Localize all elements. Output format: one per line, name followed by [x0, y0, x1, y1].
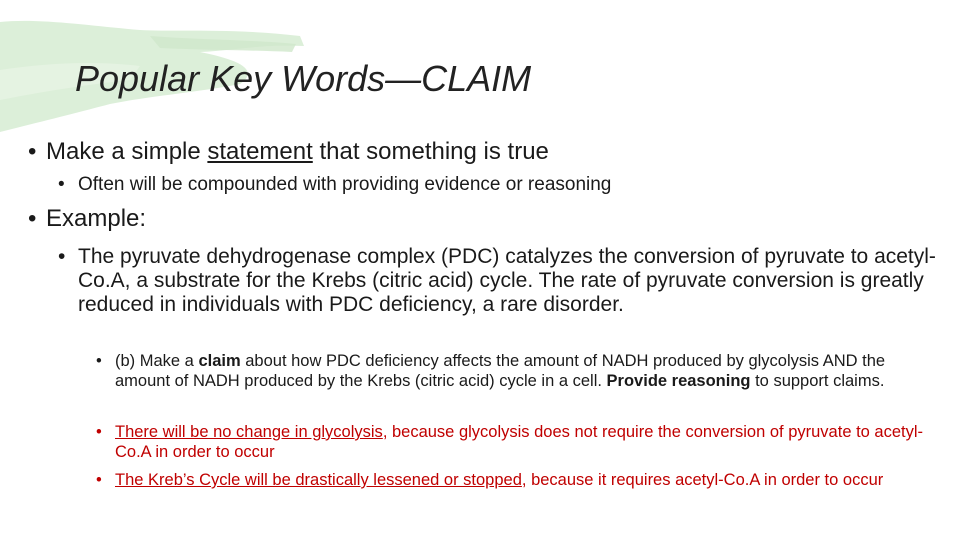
bullet-text: Often will be compounded with providing evidence or reasoning — [78, 174, 612, 195]
answer-bullet-glycolysis — [96, 423, 936, 462]
bullet-marker: • — [28, 138, 37, 165]
bold-claim: claim — [198, 352, 241, 370]
bold-provide-reasoning: Provide reasoning — [606, 371, 751, 390]
question-text-part: about how PDC deficiency affects the amount of NADH produced by glycolysis AND the amount of NADH produced by the Krebs (citric acid) cycle in a cell. — [115, 352, 886, 390]
bullet-marker: • — [96, 423, 102, 441]
question-text-part: (b) Make a — [115, 352, 199, 370]
question-text-part: to support claims. — [750, 371, 885, 390]
bullet-claim-definition — [28, 138, 549, 166]
bullet-marker: • — [96, 471, 102, 489]
slide-title: Popular Key Words—CLAIM — [75, 58, 532, 99]
bullet-text-part: that something is true — [312, 138, 549, 165]
bullet-marker: • — [28, 205, 37, 232]
bullet-marker: • — [58, 174, 65, 195]
answer-text — [115, 423, 936, 462]
answer-text — [115, 471, 883, 491]
underlined-word: statement — [207, 138, 313, 165]
answer-reasoning: , because glycolysis does not require the conversion of pyruvate to acetyl-Co.A in order to occur — [115, 423, 924, 461]
bullet-marker: • — [58, 245, 66, 268]
question-bullet — [96, 352, 936, 391]
question-text — [115, 352, 936, 391]
answer-bullet-krebs — [96, 471, 936, 491]
answer-claim-underlined: There will be no change in glycolysis — [115, 423, 383, 441]
answer-reasoning: , because it requires acetyl-Co.A in order to occur — [521, 471, 884, 489]
bullet-text — [46, 138, 549, 166]
sub-bullet-compounded — [58, 174, 611, 196]
bullet-text: Example: — [46, 205, 147, 232]
bullet-marker: • — [96, 352, 102, 370]
sub-bullet-pdc-context — [58, 245, 948, 317]
bullet-text: The pyruvate dehydrogenase complex (PDC) catalyzes the conversion of pyruvate to acetyl-Co.A, a substrate for the Krebs (citric acid) cycle. The rate of pyruvate conversion is greatly reduced in individuals with PDC deficiency, a rare disorder. — [78, 245, 936, 316]
bullet-text-part: Make a simple — [46, 138, 208, 165]
bullet-example — [28, 205, 146, 233]
answer-claim-underlined: The Kreb’s Cycle will be drastically lessened or stopped — [115, 471, 522, 489]
